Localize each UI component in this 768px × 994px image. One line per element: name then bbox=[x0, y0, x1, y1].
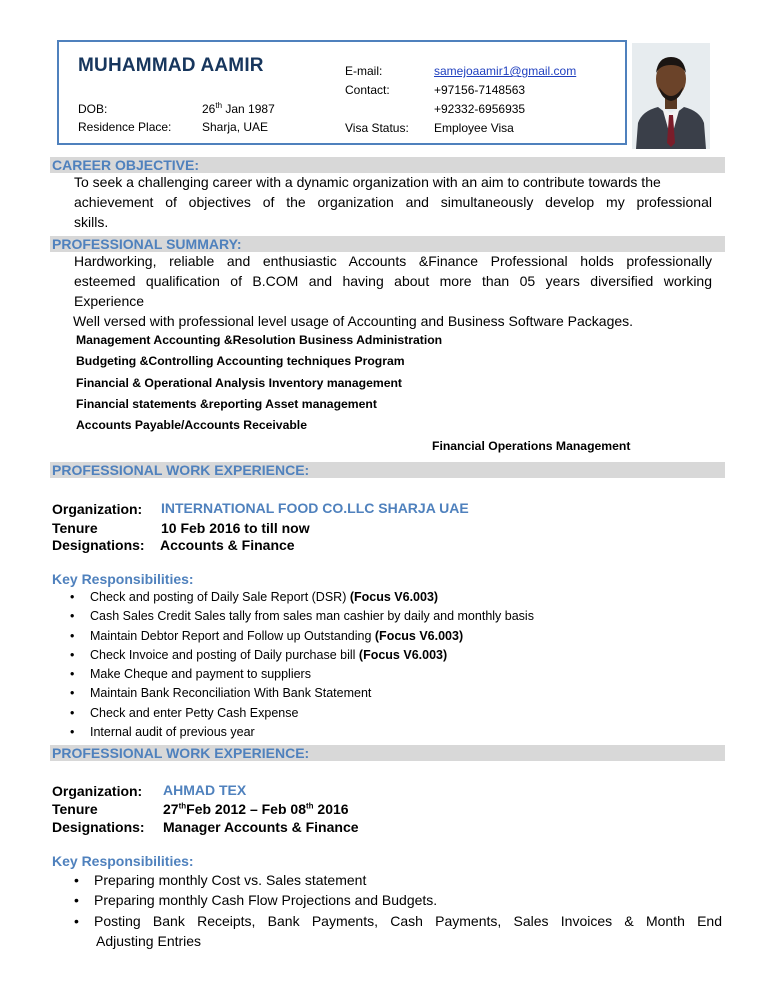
tenure-value: 10 Feb 2016 to till now bbox=[161, 520, 310, 536]
contact-value-1: +97156-7148563 bbox=[434, 83, 526, 97]
person-portrait-icon bbox=[632, 43, 710, 149]
list-item: • Make Cheque and payment to suppliers bbox=[70, 667, 311, 681]
bullet-icon: • bbox=[70, 725, 75, 739]
skill-line: Budgeting &Controlling Accounting techniques Program bbox=[76, 354, 405, 368]
bullet-icon: • bbox=[70, 706, 75, 720]
bullet-icon: • bbox=[70, 648, 75, 662]
designation-value: Manager Accounts & Finance bbox=[163, 819, 359, 835]
designation-label: Designations: bbox=[52, 819, 145, 835]
organization-value: AHMAD TEX bbox=[163, 782, 247, 798]
list-item: • Posting Bank Receipts, Bank Payments, Cash Payments, Sales Invoices & Month End bbox=[74, 913, 722, 929]
tenure-label: Tenure bbox=[52, 801, 98, 817]
organization-label: Organization: bbox=[52, 501, 143, 517]
key-responsibilities-label: Key Responsibilities: bbox=[52, 571, 194, 587]
designation-label: Designations: bbox=[52, 537, 145, 553]
residence-value: Sharja, UAE bbox=[202, 120, 269, 134]
bullet-icon: • bbox=[70, 629, 75, 643]
career-objective-text: To seek a challenging career with a dynamic organization with an aim to contribute towards the achievement of objectives of the organization and simultaneously develop my professional skills. bbox=[74, 174, 712, 230]
list-item: • Maintain Bank Reconciliation With Bank Statement bbox=[70, 686, 372, 700]
list-item-continuation: Adjusting Entries bbox=[96, 933, 202, 949]
contact-label: Contact: bbox=[345, 83, 390, 97]
professional-summary-heading: PROFESSIONAL SUMMARY: bbox=[50, 236, 725, 252]
list-item: • Internal audit of previous year bbox=[70, 725, 255, 739]
tenure-label: Tenure bbox=[52, 520, 98, 536]
profile-photo bbox=[632, 43, 710, 149]
bullet-icon: • bbox=[70, 686, 75, 700]
bullet-icon: • bbox=[70, 667, 75, 681]
skill-line: Financial & Operational Analysis Inventory management bbox=[76, 376, 402, 390]
list-item: • Preparing monthly Cash Flow Projections and Budgets. bbox=[74, 892, 438, 908]
dob-value: 26th Jan 1987 bbox=[202, 101, 275, 116]
key-responsibilities-label: Key Responsibilities: bbox=[52, 853, 194, 869]
list-item: • Check and enter Petty Cash Expense bbox=[70, 706, 299, 720]
list-item: • Preparing monthly Cost vs. Sales statement bbox=[74, 872, 367, 888]
email-label: E-mail: bbox=[345, 64, 383, 78]
designation-value: Accounts & Finance bbox=[160, 537, 295, 553]
skill-line: Financial Operations Management bbox=[432, 439, 631, 453]
skill-line: Accounts Payable/Accounts Receivable bbox=[76, 418, 307, 432]
tenure-value: 27thFeb 2012 – Feb 08th 2016 bbox=[163, 801, 349, 817]
bullet-icon: • bbox=[70, 590, 75, 604]
organization-value: INTERNATIONAL FOOD CO.LLC SHARJA UAE bbox=[161, 500, 469, 516]
dob-label: DOB: bbox=[78, 102, 108, 116]
career-objective-heading: CAREER OBJECTIVE: bbox=[50, 157, 725, 173]
list-item: • Check Invoice and posting of Daily purchase bill (Focus V6.003) bbox=[70, 648, 448, 662]
organization-label: Organization: bbox=[52, 783, 143, 799]
bullet-icon: • bbox=[74, 872, 79, 888]
list-item: • Cash Sales Credit Sales tally from sales man cashier by daily and monthly basis bbox=[70, 609, 534, 623]
visa-value: Employee Visa bbox=[434, 121, 514, 135]
contact-value-2: +92332-6956935 bbox=[434, 102, 526, 116]
summary-text: Hardworking, reliable and enthusiastic Accounts &Finance Professional holds professionally esteemed qualification of B.COM and having about more than 05 years diversified working Experience Well versed with professional level usage of Accounting and Business Software Packages. bbox=[73, 253, 712, 329]
bullet-icon: • bbox=[74, 913, 79, 929]
email-link[interactable]: samejoaamir1@gmail.com bbox=[434, 64, 577, 78]
list-item: • Maintain Debtor Report and Follow up Outstanding (Focus V6.003) bbox=[70, 629, 464, 643]
list-item: • Check and posting of Daily Sale Report (DSR) (Focus V6.003) bbox=[70, 590, 439, 604]
skill-line: Management Accounting &Resolution Business Administration bbox=[76, 333, 443, 347]
work-experience-heading: PROFESSIONAL WORK EXPERIENCE: bbox=[50, 745, 725, 761]
bullet-icon: • bbox=[70, 609, 75, 623]
candidate-name: MUHAMMAD AAMIR bbox=[78, 55, 264, 76]
bullet-icon: • bbox=[74, 892, 79, 908]
work-experience-heading: PROFESSIONAL WORK EXPERIENCE: bbox=[50, 462, 725, 478]
residence-label: Residence Place: bbox=[78, 120, 172, 134]
visa-label: Visa Status: bbox=[345, 121, 409, 135]
skill-line: Financial statements &reporting Asset management bbox=[76, 397, 377, 411]
